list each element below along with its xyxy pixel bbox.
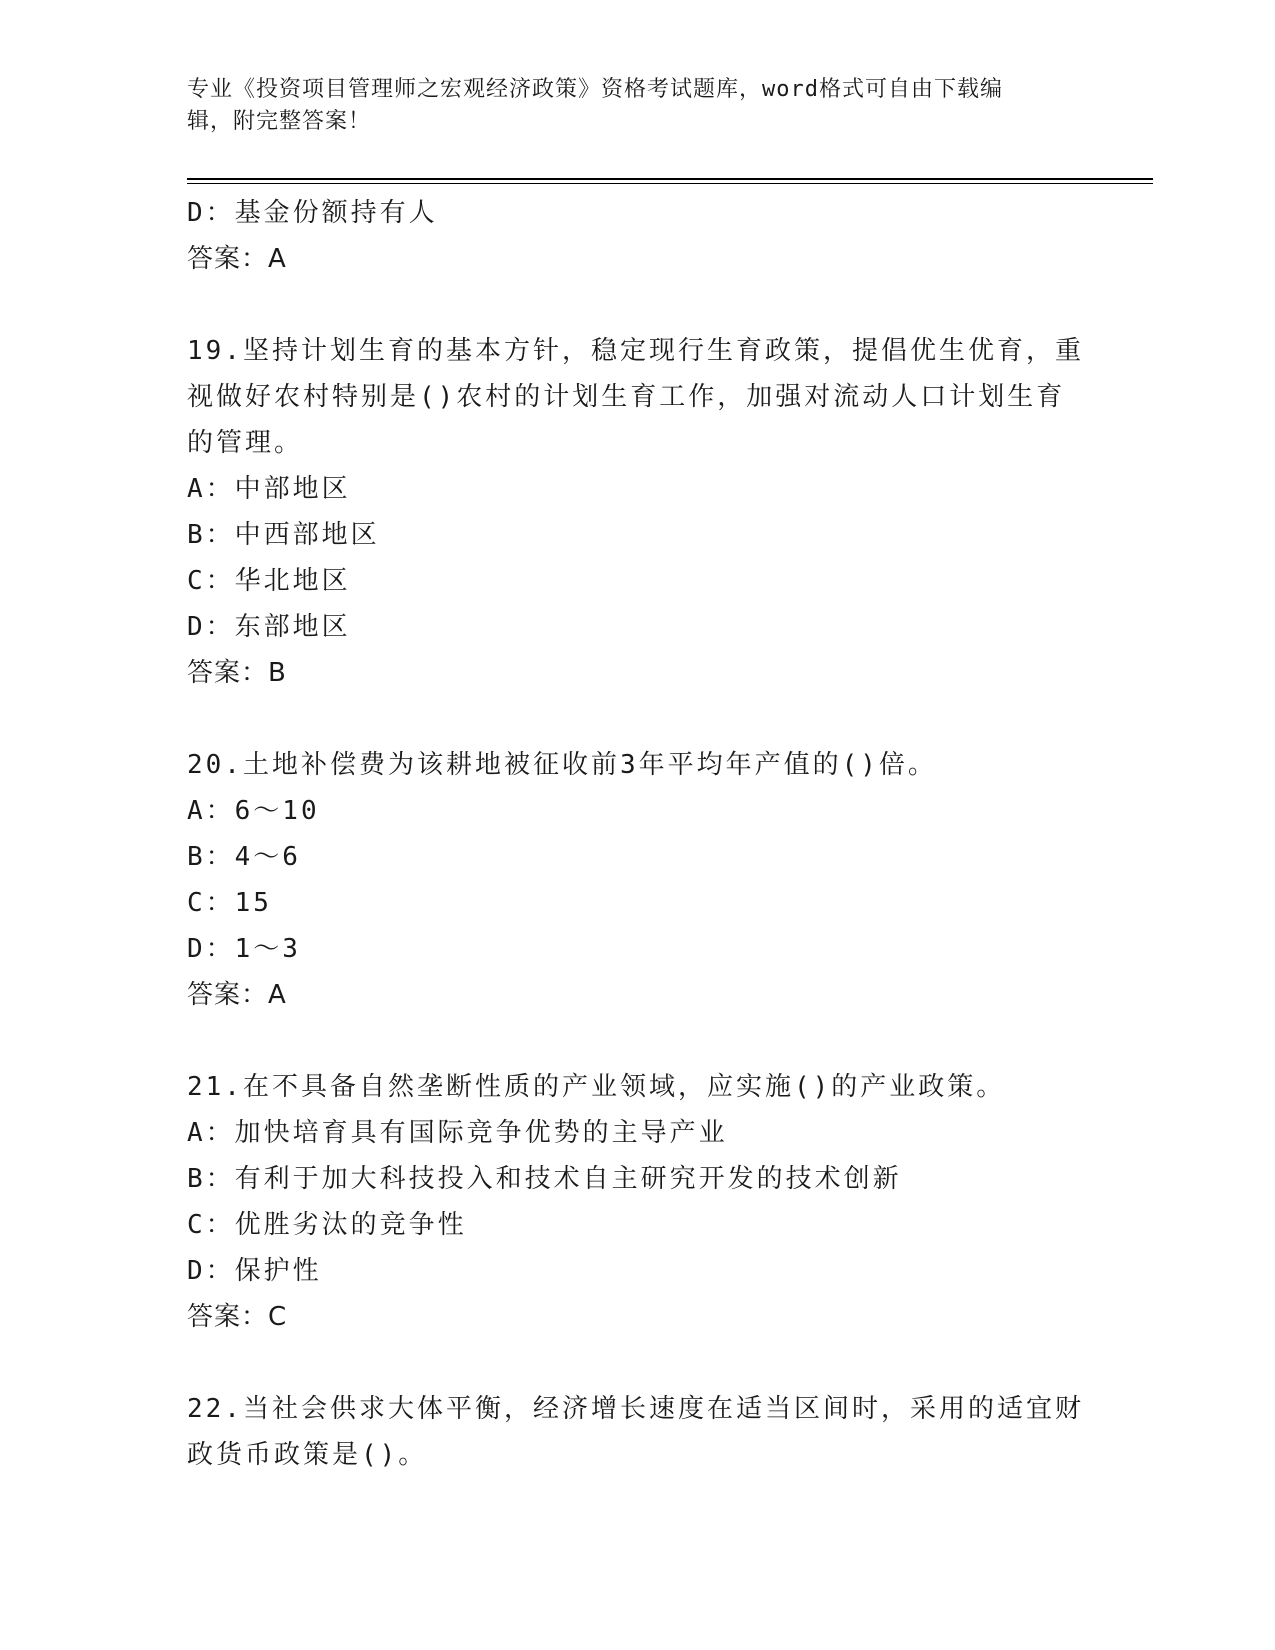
question-20 [187,742,1087,1018]
question-19 [187,328,1087,696]
question-text-line: 视做好农村特别是()农村的计划生育工作，加强对流动人口计划生育 [187,382,1066,412]
option-a: A：加快培育具有国际竞争优势的主导产业 [187,1118,728,1148]
option-c: C：15 [187,888,272,918]
header-divider-thin [187,183,1153,184]
prev-answer: 答案：A [187,244,287,274]
question-text-line: 21.在不具备自然垄断性质的产业领域，应实施()的产业政策。 [187,1072,1006,1102]
option-d: D：1～3 [187,934,301,964]
header-divider-thick [187,178,1153,180]
question-content [187,190,1087,1478]
prev-option-d: D：基金份额持有人 [187,198,438,228]
option-d: D：保护性 [187,1256,322,1286]
header-line-1: 专业《投资项目管理师之宏观经济政策》资格考试题库，word格式可自由下载编 [187,77,1003,102]
question-22 [187,1386,1087,1478]
question-text-line: 22.当社会供求大体平衡，经济增长速度在适当区间时，采用的适宜财 [187,1394,1084,1424]
question-text-line: 政货币政策是()。 [187,1440,428,1470]
option-b: B：中西部地区 [187,520,380,550]
question-text-line: 19.坚持计划生育的基本方针，稳定现行生育政策，提倡优生优育，重 [187,336,1084,366]
header-line-2: 辑，附完整答案！ [187,109,372,134]
question-text-line: 的管理。 [187,428,304,458]
option-d: D：东部地区 [187,612,351,642]
option-b: B：4～6 [187,842,301,872]
question-21 [187,1064,1087,1340]
option-c: C：优胜劣汰的竞争性 [187,1210,467,1240]
document-header [187,74,1077,138]
option-a: A：中部地区 [187,474,351,504]
answer: 答案：A [187,980,287,1010]
option-b: B：有利于加大科技投入和技术自主研究开发的技术创新 [187,1164,902,1194]
option-c: C：华北地区 [187,566,351,596]
answer: 答案：C [187,1302,288,1332]
question-text-line: 20.土地补偿费为该耕地被征收前3年平均年产值的()倍。 [187,750,937,780]
option-a: A：6～10 [187,796,320,826]
answer: 答案：B [187,658,287,688]
